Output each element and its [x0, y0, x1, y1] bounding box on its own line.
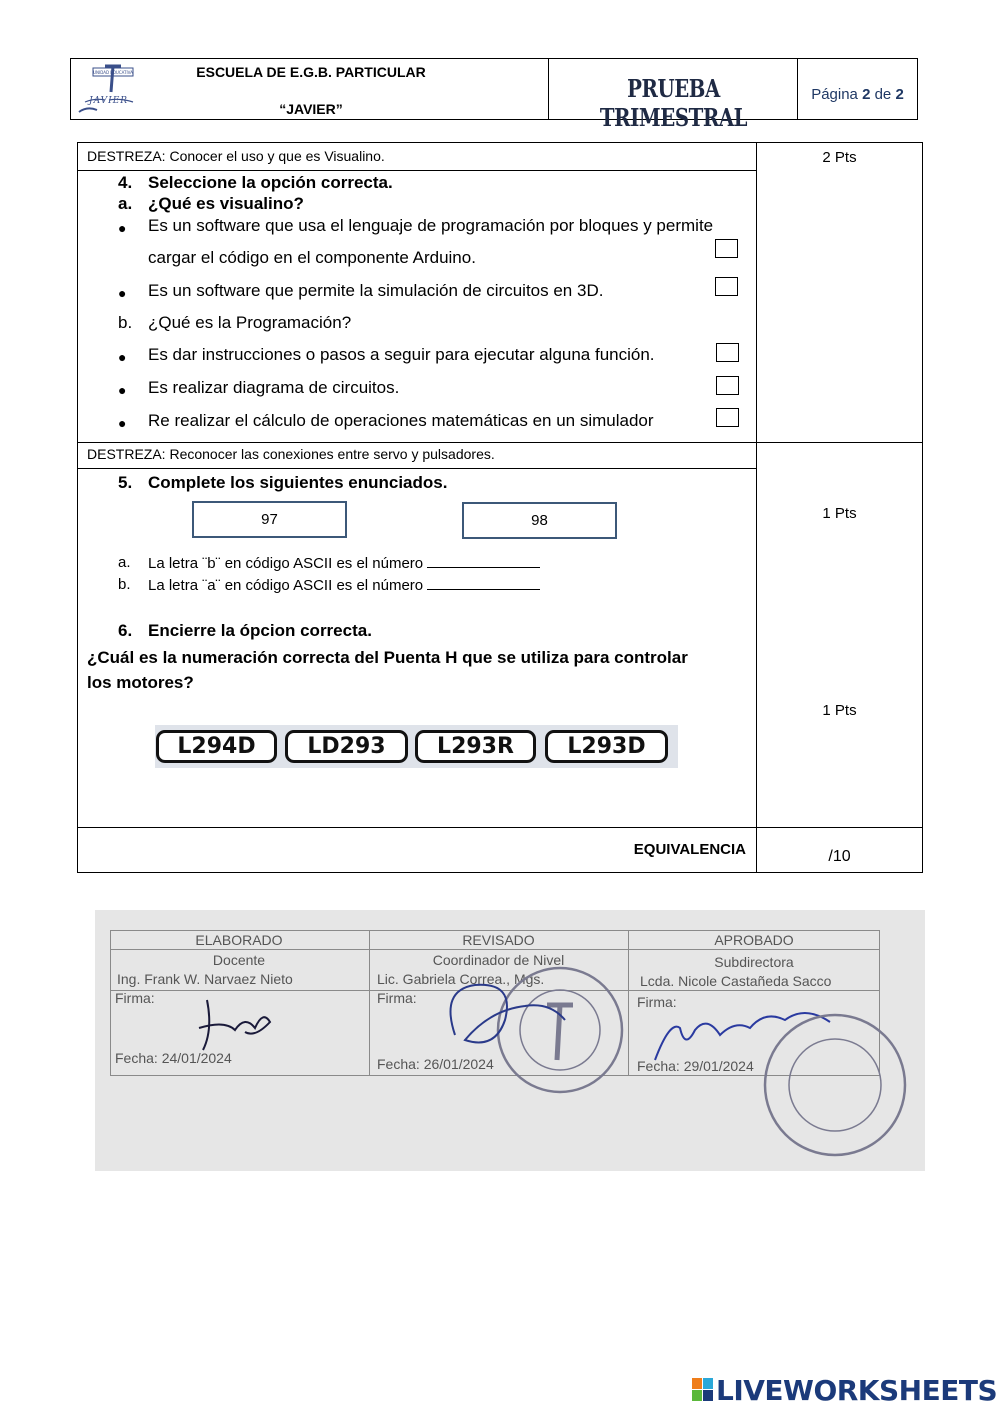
item-a-text: La letra ¨b¨ en código ASCII es el número: [148, 555, 424, 572]
option-a1-line1: Es un software que usa el lenguaje de programación por bloques y permite: [148, 216, 714, 235]
checkbox-b2[interactable]: [716, 376, 739, 395]
logo-text: JAVIER: [89, 96, 129, 106]
sig-fecha-1: Fecha: 24/01/2024: [115, 1050, 232, 1066]
answer-box-97[interactable]: 97: [192, 501, 347, 538]
question-b-text: ¿Qué es la Programación?: [148, 313, 352, 332]
checkbox-b3[interactable]: [716, 408, 739, 427]
bullet: ●: [118, 349, 127, 365]
table-rule: [78, 468, 756, 469]
signature-2: [451, 985, 566, 1043]
document-header: [70, 58, 918, 132]
sig-name-2: Lic. Gabriela Correa., Mgs.: [377, 971, 545, 987]
option-b3: Re realizar el cálculo de operaciones matemáticas en un simulador: [148, 411, 654, 430]
sig-role-coordinador: Coordinador de Nivel: [432, 952, 565, 968]
item-a: [148, 554, 540, 572]
exam-table: [77, 142, 923, 873]
checkbox-a1[interactable]: [715, 239, 738, 258]
equivalencia-label: EQUIVALENCIA: [633, 841, 746, 858]
bullet: ●: [118, 220, 127, 236]
sig-header-elaborado: ELABORADO: [195, 932, 283, 948]
points-section-1: 2 Pts: [822, 149, 857, 166]
question-6-line2: los motores?: [87, 673, 194, 692]
question-4-number: 4.: [118, 173, 133, 192]
sig-name-3: Lcda. Nicole Castañeda Sacco: [640, 973, 832, 989]
sig-firma-3: Firma:: [637, 994, 677, 1010]
item-a-label: a.: [118, 554, 131, 571]
question-5-title: Complete los siguientes enunciados.: [148, 473, 448, 492]
question-a-label: a.: [118, 194, 133, 213]
question-a-text: ¿Qué es visualino?: [148, 194, 304, 213]
exam-title: PRUEBA TRIMESTRAL: [599, 74, 748, 132]
question-6-line1: ¿Cuál es la numeración correcta del Puenta H que se utiliza para controlar: [87, 648, 688, 667]
bullet: ●: [118, 382, 127, 398]
header-school-cell: [71, 59, 549, 119]
question-5-number: 5.: [118, 473, 133, 492]
page-label: Página: [811, 86, 858, 103]
header-title-cell: [549, 59, 798, 132]
liveworksheets-icon: [692, 1378, 714, 1402]
destreza-1: DESTREZA: Conocer el uso y que es Visualino.: [87, 148, 385, 164]
sig-firma-2: Firma:: [377, 990, 417, 1006]
option-l293d[interactable]: L293D: [545, 730, 668, 763]
blank-a[interactable]: [427, 554, 540, 568]
item-b: [148, 576, 540, 594]
sig-header-aprobado: APROBADO: [714, 932, 794, 948]
blank-b[interactable]: [427, 576, 540, 590]
question-6-title: Encierre la ópcion correcta.: [148, 621, 372, 640]
question-4-title: Seleccione la opción correcta.: [148, 173, 393, 192]
page-total: 2: [895, 86, 904, 103]
option-a1-line2: cargar el código en el componente Arduino.: [148, 248, 476, 267]
sig-role-docente: Docente: [212, 952, 266, 968]
page-current: 2: [862, 86, 871, 103]
item-b-label: b.: [118, 576, 131, 593]
checkbox-a2[interactable]: [715, 277, 738, 296]
signature-3: [655, 1013, 830, 1060]
table-rule: [78, 170, 756, 171]
signature-1: [199, 1000, 270, 1050]
sig-fecha-2: Fecha: 26/01/2024: [377, 1056, 494, 1072]
sig-role-subdirectora: Subdirectora: [714, 954, 794, 970]
question-6-number: 6.: [118, 621, 133, 640]
sig-fecha-3: Fecha: 29/01/2024: [637, 1058, 754, 1074]
liveworksheets-text: LIVEWORKSHEETS: [716, 1374, 998, 1407]
h-bridge-options: [155, 725, 678, 768]
option-b2: Es realizar diagrama de circuitos.: [148, 378, 400, 397]
option-a2: Es un software que permite la simulación de circuitos en 3D.: [148, 281, 604, 300]
page-number: [798, 86, 917, 103]
bullet: ●: [118, 285, 127, 301]
sig-header-revisado: REVISADO: [462, 932, 535, 948]
school-logo: [75, 64, 137, 116]
signatures-and-stamps: [95, 910, 925, 1171]
signature-photo: [95, 910, 925, 1171]
question-b-label: b.: [118, 313, 133, 332]
points-question-6: 1 Pts: [822, 702, 857, 719]
option-l293r[interactable]: L293R: [415, 730, 536, 763]
table-rule: [78, 827, 922, 828]
page-of: de: [874, 86, 892, 103]
score-total: /10: [828, 848, 851, 865]
answer-box-98[interactable]: 98: [462, 502, 617, 539]
destreza-2: DESTREZA: Reconocer las conexiones entre servo y pulsadores.: [87, 446, 495, 462]
school-name: “JAVIER”: [279, 101, 343, 117]
svg-text:UNIDAD EDUCATIVA: UNIDAD EDUCATIVA: [93, 70, 133, 75]
sig-firma-1: Firma:: [115, 990, 155, 1006]
option-l294d[interactable]: L294D: [156, 730, 277, 763]
item-b-text: La letra ¨a¨ en código ASCII es el número: [148, 577, 424, 594]
table-rule: [78, 442, 922, 443]
checkbox-b1[interactable]: [716, 343, 739, 362]
sig-name-1: Ing. Frank W. Narvaez Nieto: [117, 971, 293, 987]
points-question-5: 1 Pts: [822, 505, 857, 522]
stamp-escuela: [765, 1015, 905, 1155]
option-b1: Es dar instrucciones o pasos a seguir para ejecutar alguna función.: [148, 345, 655, 364]
option-ld293[interactable]: LD293: [285, 730, 408, 763]
header-page-cell: [798, 59, 917, 119]
bullet: ●: [118, 415, 127, 431]
school-type: ESCUELA DE E.G.B. PARTICULAR: [196, 64, 426, 80]
